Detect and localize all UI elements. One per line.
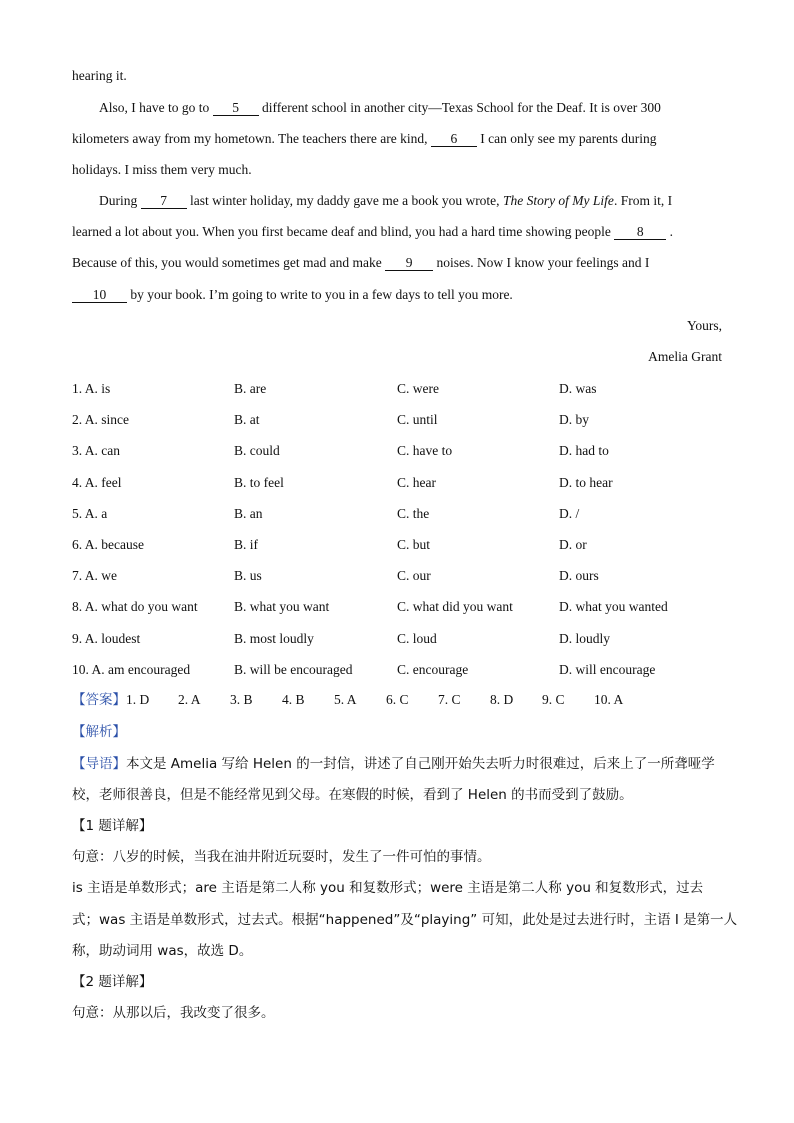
letter-line-5 — [99, 192, 722, 210]
closing-text: Yours, — [686, 318, 722, 333]
option-6-A: 6. A. because — [72, 537, 144, 552]
option-5-A: 5. A. a — [72, 505, 108, 521]
book-title: The Story of My Life — [502, 193, 614, 208]
option-10-D: D. will encourage — [559, 661, 656, 677]
letter-text: kilometers away from my hometown. The teachers there are kind, — [72, 131, 431, 146]
letter-text: noises. Now I know your feelings and I — [433, 255, 650, 270]
option-8-D: D. what you wanted — [559, 599, 668, 615]
option-10-C: C. encourage — [397, 661, 469, 677]
option-2-B: B. at — [234, 412, 260, 428]
letter-line-1 — [72, 67, 722, 85]
intro-line-1 — [72, 755, 722, 773]
letter-line-4 — [72, 161, 722, 179]
option-7-A: 7. A. we — [72, 568, 117, 584]
letter-signature — [72, 348, 722, 366]
answer-item: 9. C — [542, 692, 565, 707]
answer-item: 8. D — [490, 692, 514, 707]
option-6-C: C. but — [397, 537, 431, 552]
option-1-C: C. were — [397, 381, 439, 396]
option-9-B: B. most loudly — [234, 630, 314, 646]
blank-6: 6 — [431, 131, 477, 147]
q1-label: 【1 题详解】 — [72, 818, 153, 834]
blank-9: 9 — [385, 255, 433, 271]
answer-item: 4. B — [282, 692, 305, 707]
letter-text: learned a lot about you. When you first became deaf and blind, you had a hard time showing people — [72, 224, 615, 239]
option-5-C: C. the — [397, 505, 430, 521]
letter-text: Because of this, you would sometimes get mad and make — [72, 255, 386, 270]
option-1-A: 1. A. is — [72, 381, 111, 396]
option-7-D: D. ours — [559, 568, 599, 584]
q1-meaning: 句意：八岁的时候，当我在油井附近玩耍时，发生了一件可怕的事情。 — [72, 849, 491, 865]
option-9-C: C. loud — [397, 630, 437, 646]
signature-text: Amelia Grant — [648, 349, 722, 364]
analysis-label: 【解析】 — [72, 724, 126, 740]
option-2-A: 2. A. since — [72, 412, 129, 428]
answer-items — [126, 691, 646, 709]
intro-text: 本文是 Amelia 写给 Helen 的一封信，讲述了自己刚开始失去听力时很难过，后来上了一所聋哑学 — [126, 756, 715, 772]
answer-row — [72, 691, 646, 709]
answer-item: 3. B — [230, 692, 253, 707]
option-4-D: D. to hear — [559, 474, 613, 490]
option-8-A: 8. A. what do you want — [72, 599, 198, 615]
answer-item: 1. D — [126, 692, 150, 707]
option-2-C: C. until — [397, 412, 438, 428]
option-5-B: B. an — [234, 505, 263, 521]
letter-line-7 — [72, 254, 722, 272]
option-4-B: B. to feel — [234, 474, 284, 490]
q1-detail-2: 式；was 主语是单数形式，过去式。根据“happened”及“playing” 可知，此处是过去进行时，主语 I 是第一人 — [72, 912, 738, 928]
option-3-D: D. had to — [559, 443, 609, 459]
letter-line-6 — [72, 223, 722, 241]
answer-item: 6. C — [386, 692, 409, 707]
option-9-A: 9. A. loudest — [72, 630, 141, 646]
answer-label: 【答案】 — [72, 692, 126, 708]
blank-10: 10 — [72, 287, 127, 303]
blank-5: 5 — [213, 100, 259, 116]
option-1-D: D. was — [559, 381, 597, 396]
option-7-C: C. our — [397, 568, 431, 584]
q1-detail-1: is 主语是单数形式；are 主语是第二人称 you 和复数形式；were 主语是第二人称 you 和复数形式，过去 — [72, 880, 704, 896]
option-3-C: C. have to — [397, 443, 453, 459]
option-4-A: 4. A. feel — [72, 474, 122, 490]
option-10-A: 10. A. am encouraged — [72, 661, 191, 677]
letter-closing — [72, 317, 722, 335]
option-10-B: B. will be encouraged — [234, 661, 353, 677]
option-3-A: 3. A. can — [72, 443, 120, 459]
option-7-B: B. us — [234, 568, 262, 584]
letter-text: Also, I have to go to — [99, 100, 213, 115]
option-5-D: D. / — [559, 505, 580, 521]
option-8-C: C. what did you want — [397, 599, 513, 615]
letter-text: holidays. I miss them very much. — [72, 162, 252, 177]
option-8-B: B. what you want — [234, 599, 330, 615]
letter-line-2 — [99, 99, 722, 117]
letter-line-8 — [72, 286, 722, 304]
option-6-B: B. if — [234, 537, 259, 552]
letter-text: last winter holiday, my daddy gave me a book you wrote, — [186, 193, 503, 208]
letter-text: hearing it. — [72, 68, 127, 83]
answer-item: 2. A — [178, 692, 201, 707]
letter-text: different school in another city—Texas School for the Deaf. It is over 300 — [258, 100, 661, 115]
answer-item: 7. C — [438, 692, 461, 707]
blank-7: 7 — [141, 193, 187, 209]
answer-item: 5. A — [334, 692, 357, 707]
option-3-B: B. could — [234, 443, 280, 459]
letter-text: . — [666, 224, 673, 239]
option-2-D: D. by — [559, 412, 589, 428]
option-1-B: B. are — [234, 381, 267, 396]
q2-label: 【2 题详解】 — [72, 974, 153, 990]
intro-line-2: 校，老师很善良，但是不能经常见到父母。在寒假的时候，看到了 Helen 的书而受到了鼓励。 — [72, 787, 633, 803]
letter-text: . From it, I — [613, 193, 673, 208]
q1-detail-3: 称，助动词用 was，故选 D。 — [72, 943, 253, 959]
letter-line-3 — [72, 130, 722, 148]
blank-8: 8 — [614, 224, 666, 240]
letter-text: I can only see my parents during — [476, 131, 657, 146]
option-9-D: D. loudly — [559, 630, 611, 646]
letter-text: by your book. I’m going to write to you in a few days to tell you more. — [127, 287, 513, 302]
letter-text: During — [99, 193, 141, 208]
q2-meaning: 句意：从那以后，我改变了很多。 — [72, 1005, 275, 1021]
option-4-C: C. hear — [397, 474, 436, 490]
intro-label: 【导语】 — [72, 756, 126, 772]
option-6-D: D. or — [559, 537, 587, 552]
answer-item: 10. A — [594, 692, 624, 707]
